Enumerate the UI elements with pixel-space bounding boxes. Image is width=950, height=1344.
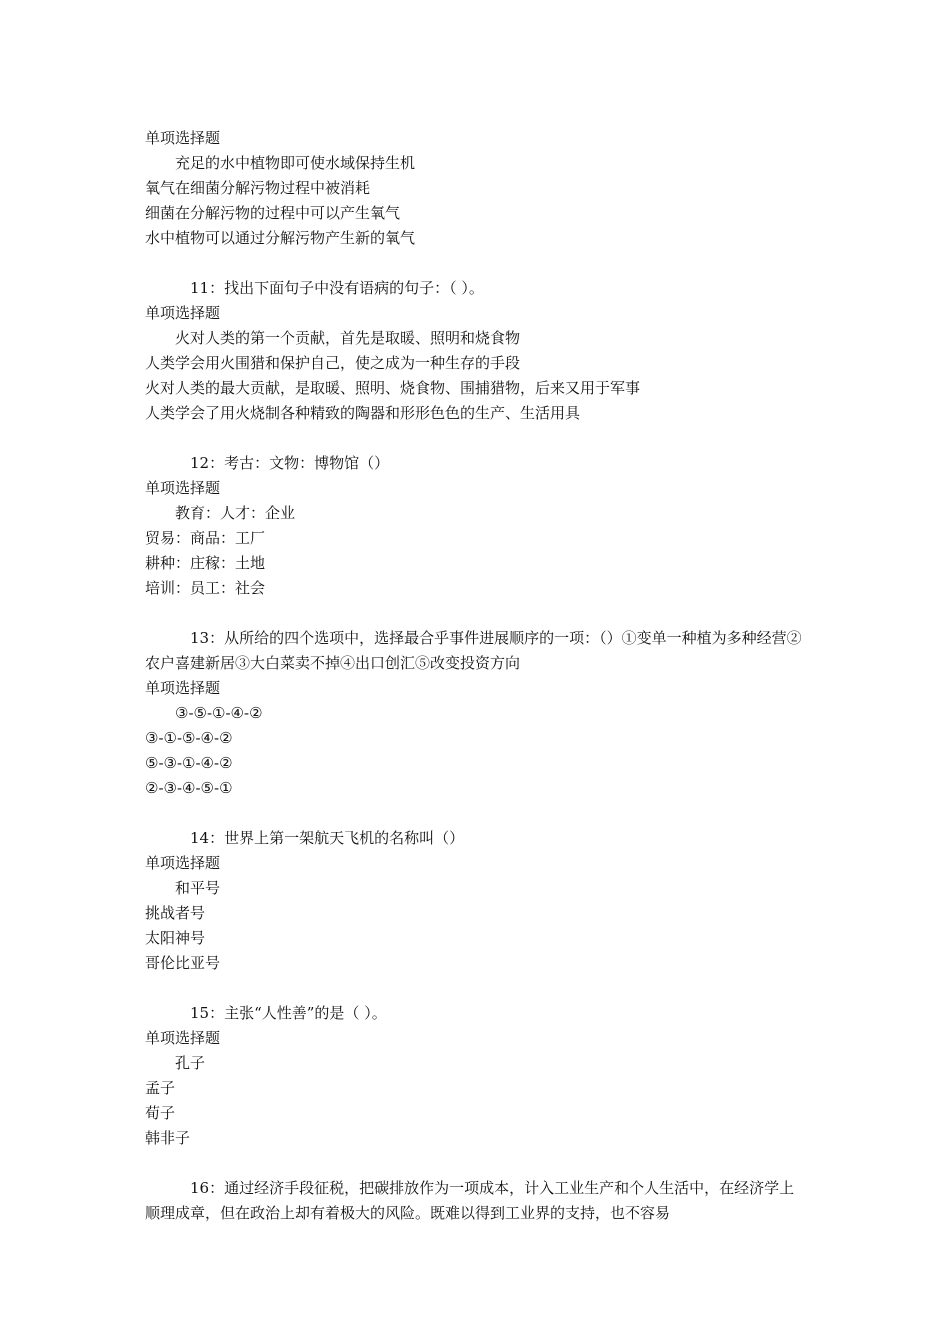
question-type-label: 单项选择题 bbox=[145, 304, 221, 322]
question-text: 15：主张“人性善”的是（ ）。 bbox=[190, 1004, 387, 1022]
question-text: 14：世界上第一架航天飞机的名称叫（） bbox=[190, 829, 465, 847]
question-block-13 bbox=[145, 626, 807, 801]
document-content bbox=[145, 126, 807, 1251]
option-c: ⑤-③-①-④-② bbox=[145, 754, 233, 772]
option-a: 教育：人才：企业 bbox=[175, 504, 296, 522]
question-type-label: 单项选择题 bbox=[145, 479, 221, 497]
question-type-label: 单项选择题 bbox=[145, 1029, 221, 1047]
option-c: 细菌在分解污物的过程中可以产生氧气 bbox=[145, 204, 401, 222]
question-type-label: 单项选择题 bbox=[145, 854, 221, 872]
question-block-15 bbox=[145, 1001, 807, 1151]
question-block-14 bbox=[145, 826, 807, 976]
question-text: 12：考古：文物：博物馆（） bbox=[190, 454, 390, 472]
option-a: 孔子 bbox=[175, 1054, 206, 1072]
option-c: 荀子 bbox=[145, 1104, 176, 1122]
option-a: 火对人类的第一个贡献，首先是取暖、照明和烧食物 bbox=[175, 329, 521, 347]
option-c: 耕种：庄稼：土地 bbox=[145, 554, 266, 572]
question-text: 13：从所给的四个选项中，选择最合乎事件进展顺序的一项：（）①变单一种植为多种经营②农户喜建新居③大白菜卖不掉④出口创汇⑤改变投资方向 bbox=[145, 629, 802, 672]
option-d: 哥伦比亚号 bbox=[145, 954, 221, 972]
option-b: 人类学会用火围猎和保护自己，使之成为一种生存的手段 bbox=[145, 354, 521, 372]
option-c: 太阳神号 bbox=[145, 929, 206, 947]
question-type-label: 单项选择题 bbox=[145, 129, 221, 147]
question-type-label: 单项选择题 bbox=[145, 679, 221, 697]
option-b: 贸易：商品：工厂 bbox=[145, 529, 266, 547]
option-d: 水中植物可以通过分解污物产生新的氧气 bbox=[145, 229, 416, 247]
question-block-11 bbox=[145, 276, 807, 426]
option-b: 挑战者号 bbox=[145, 904, 206, 922]
question-text: 16：通过经济手段征税，把碳排放作为一项成本，计入工业生产和个人生活中，在经济学上顺理成章，但在政治上却有着极大的风险。既难以得到工业界的支持，也不容易 bbox=[145, 1179, 795, 1222]
option-b: 孟子 bbox=[145, 1079, 176, 1097]
option-c: 火对人类的最大贡献，是取暖、照明、烧食物、围捕猎物，后来又用于军事 bbox=[145, 379, 641, 397]
question-block-12 bbox=[145, 451, 807, 601]
option-b: ③-①-⑤-④-② bbox=[145, 729, 233, 747]
option-a: 充足的水中植物即可使水域保持生机 bbox=[175, 154, 416, 172]
option-d: 培训：员工：社会 bbox=[145, 579, 266, 597]
option-a: ③-⑤-①-④-② bbox=[175, 704, 263, 722]
option-a: 和平号 bbox=[175, 879, 221, 897]
question-text: 11：找出下面句子中没有语病的句子：（ ）。 bbox=[190, 279, 484, 297]
question-block-10 bbox=[145, 126, 807, 251]
option-d: 人类学会了用火烧制各种精致的陶器和形形色色的生产、生活用具 bbox=[145, 404, 581, 422]
option-d: ②-③-④-⑤-① bbox=[145, 779, 233, 797]
question-block-16 bbox=[145, 1176, 807, 1226]
option-d: 韩非子 bbox=[145, 1129, 191, 1147]
option-b: 氧气在细菌分解污物过程中被消耗 bbox=[145, 179, 371, 197]
